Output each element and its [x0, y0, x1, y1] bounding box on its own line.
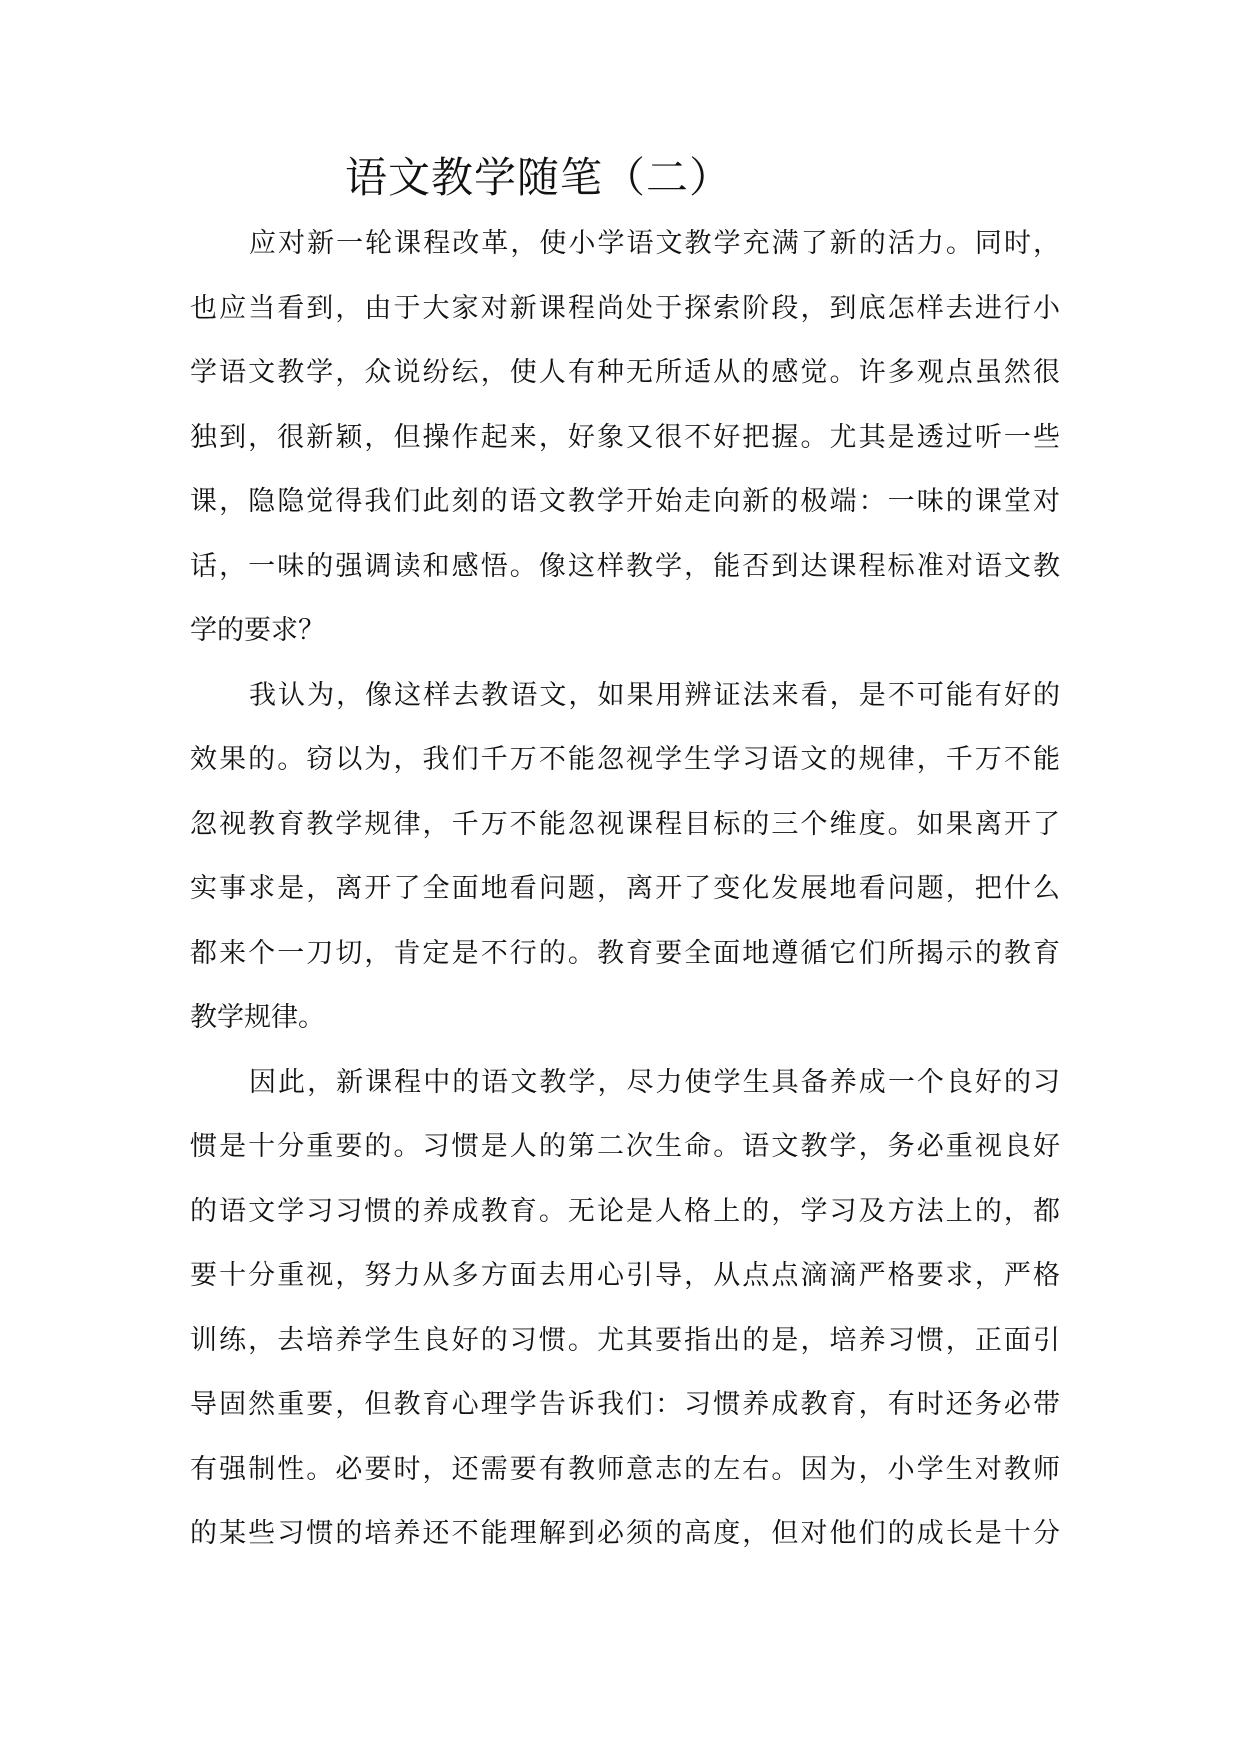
text-line: 课，隐隐觉得我们此刻的语文教学开始走向新的极端：一味的课堂对 — [190, 486, 1060, 517]
text-line: 惯是十分重要的。习惯是人的第二次生命。语文教学，务必重视良好 — [190, 1131, 1060, 1162]
document-title: 语文教学随笔（二） — [345, 153, 733, 202]
text-line: 效果的。窃以为，我们千万不能忽视学生学习语文的规律，千万不能 — [190, 744, 1060, 775]
text-line: 忽视教育教学规律，千万不能忽视课程目标的三个维度。如果离开了 — [190, 809, 1060, 840]
text-line: 话，一味的强调读和感悟。像这样教学，能否到达课程标准对语文教 — [190, 551, 1060, 582]
text-line: 我认为，像这样去教语文，如果用辨证法来看，是不可能有好的 — [249, 680, 1060, 711]
text-line: 都来个一刀切，肯定是不行的。教育要全面地遵循它们所揭示的教育 — [190, 938, 1060, 969]
text-line: 有强制性。必要时，还需要有教师意志的左右。因为，小学生对教师 — [190, 1454, 1060, 1485]
text-line: 训练，去培养学生良好的习惯。尤其要指出的是，培养习惯，正面引 — [190, 1325, 1060, 1356]
text-line: 的某些习惯的培养还不能理解到必须的高度，但对他们的成长是十分 — [190, 1518, 1060, 1549]
text-line: 独到，很新颖，但操作起来，好象又很不好把握。尤其是透过听一些 — [190, 422, 1060, 453]
text-line: 也应当看到，由于大家对新课程尚处于探索阶段，到底怎样去进行小 — [190, 293, 1060, 324]
text-line: 学语文教学，众说纷纭，使人有种无所适从的感觉。许多观点虽然很 — [190, 357, 1060, 388]
text-line: 教学规律。 — [190, 1002, 325, 1033]
text-line: 的语文学习习惯的养成教育。无论是人格上的，学习及方法上的，都 — [190, 1196, 1060, 1227]
text-line: 实事求是，离开了全面地看问题，离开了变化发展地看问题，把什么 — [190, 873, 1060, 904]
text-line: 因此，新课程中的语文教学，尽力使学生具备养成一个良好的习 — [249, 1067, 1060, 1098]
text-line: 要十分重视，努力从多方面去用心引导，从点点滴滴严格要求，严格 — [190, 1260, 1060, 1291]
text-line: 应对新一轮课程改革，使小学语文教学充满了新的活力。同时， — [249, 228, 1060, 259]
text-line: 学的要求？ — [190, 615, 325, 646]
text-line: 导固然重要，但教育心理学告诉我们：习惯养成教育，有时还务必带 — [190, 1389, 1060, 1420]
